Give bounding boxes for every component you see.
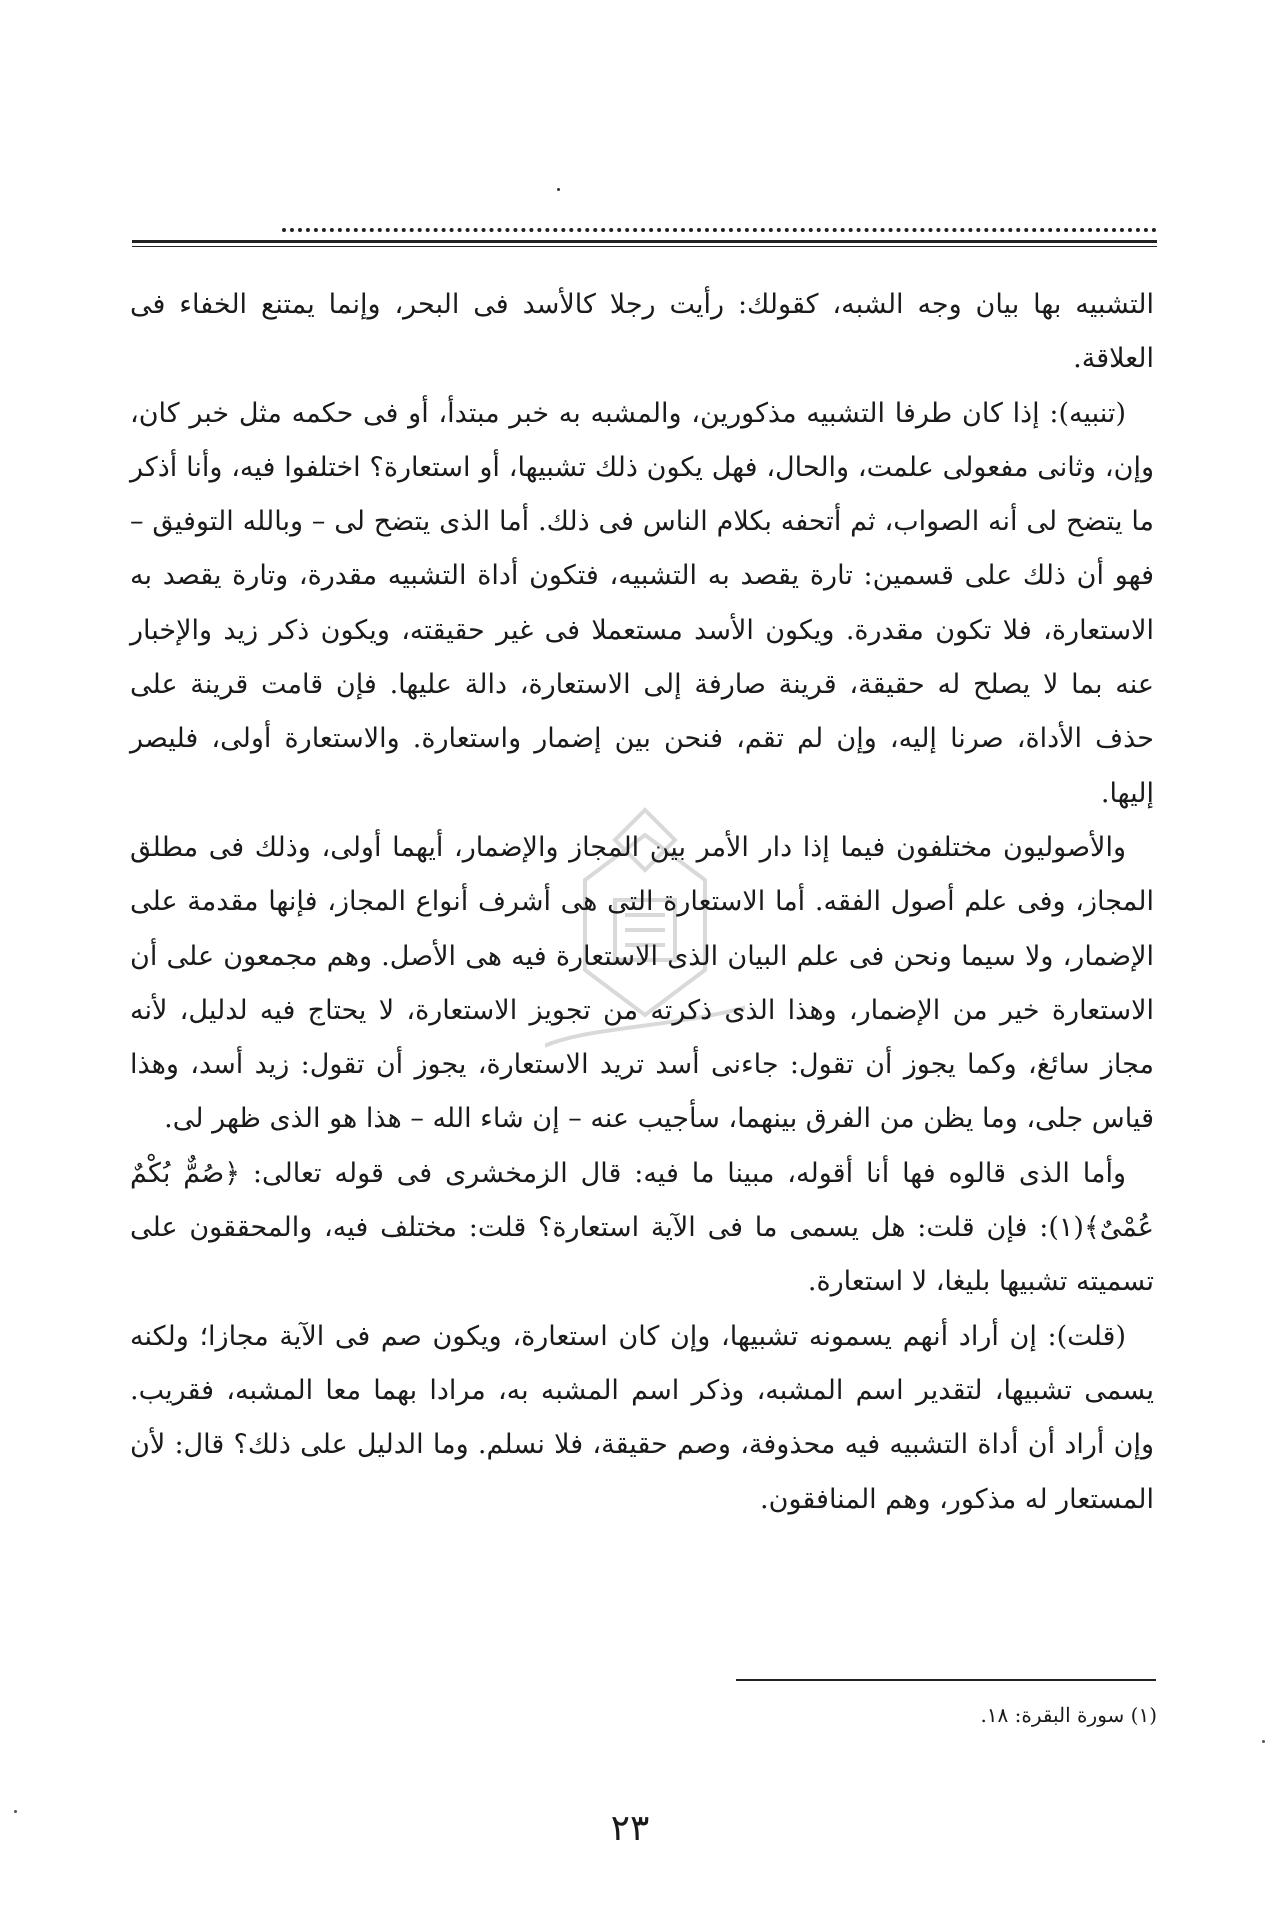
paragraph-tanbih: (تنبيه): إذا كان طرفا التشبيه مذكورين، والمشبه به خبر مبتدأ، أو فى حكمه مثل خبر كان، وإن، وثانى مفعولى علمت، والحال، فهل يكون ذلك تشبيها، أو استعارة؟ اختلفوا فيه، وأنا أذكر ما يتضح لى أنه الصواب، ثم أتحفه بكلام الناس فى ذلك. أما الذى يتضح لى – وبالله التوفيق – فهو أن ذلك على قسمين: تارة يقصد به التشبيه، فتكون أداة التشبيه مقدرة، وتارة يقصد به الاستعارة، فلا تكون مقدرة. ويكون الأسد مستعملا فى غير حقيقته، ويكون ذكر زيد والإخبار عنه بما لا يصلح له حقيقة، قرينة صارفة إلى الاستعارة، دالة عليها. فإن قامت قرينة على حذف الأداة، صرنا إليه، وإن لم تقم، فنحن بين إضمار واستعارة. والاستعارة أولى، فليصر إليها. xyxy=(130,397,1155,809)
header-thick-line xyxy=(132,240,1157,243)
header-thin-line xyxy=(132,246,1157,247)
footnote-separator xyxy=(736,1679,1156,1681)
paragraph-usuliyyun: والأصوليون مختلفون فيما إذا دار الأمر بين المجاز والإضمار، أيهما أولى، وذلك فى مطلق المجاز، وفى علم أصول الفقه. أما الاستعارة التى هى أشرف أنواع المجاز، فإنها مقدمة على الإضمار، ولا سيما ونحن فى علم البيان الذى الاستعارة فيه هى الأصل. وهم مجمعون على أن الاستعارة خير من الإضمار، وهذا الذى ذكرته من تجويز الاستعارة، لا يحتاج فيه لدليل، لأنه مجاز سائغ، وكما يجوز أن تقول: جاءنى أسد تريد الاستعارة، يجوز أن تقول: زيد أسد، وهذا قياس جلى، وما يظن من الفرق بينهما، سأجيب عنه – إن شاء الله – هذا هو الذى ظهر لى. xyxy=(130,831,1154,1135)
main-text xyxy=(130,278,1154,1527)
margin-speck xyxy=(14,1810,17,1813)
paragraph-zamakhshari: وأما الذى قالوه فها أنا أقوله، مبينا ما فيه: قال الزمخشرى فى قوله تعالى: ﴿صُمٌّ بُكْمٌ عُمْىٌ﴾(١): فإن قلت: هل يسمى ما فى الآية استعارة؟ قلت: مختلف فيه، والمحققون على تسميته تشبيها بليغا، لا استعارة. xyxy=(130,1157,1154,1298)
paragraph-qultu: (قلت): إن أراد أنهم يسمونه تشبيها، وإن كان استعارة، ويكون صم فى الآية مجازا؛ ولكنه يسمى تشبيها، لتقدير اسم المشبه، وذكر اسم المشبه به، مرادا بهما معا المشبه، فقريب. وإن أراد أن أداة التشبيه فيه محذوفة، وصم حقيقة، فلا نسلم. وما الدليل على ذلك؟ قال: لأن المستعار له مذكور، وهم المنافقون. xyxy=(130,1320,1155,1515)
page-speck xyxy=(557,188,560,191)
page-number: ٢٣ xyxy=(610,1808,650,1849)
header-dotted-line xyxy=(282,228,1157,232)
text-line: التشبيه بها بيان وجه الشبه، كقولك: رأيت رجلا كالأسد فى البحر، وإنما يمتنع الخفاء فى العلاقة. xyxy=(130,289,1154,375)
margin-speck xyxy=(1262,1740,1265,1743)
header-rule xyxy=(132,228,1157,250)
footnote: (١) سورة البقرة: ١٨. xyxy=(980,1703,1157,1727)
